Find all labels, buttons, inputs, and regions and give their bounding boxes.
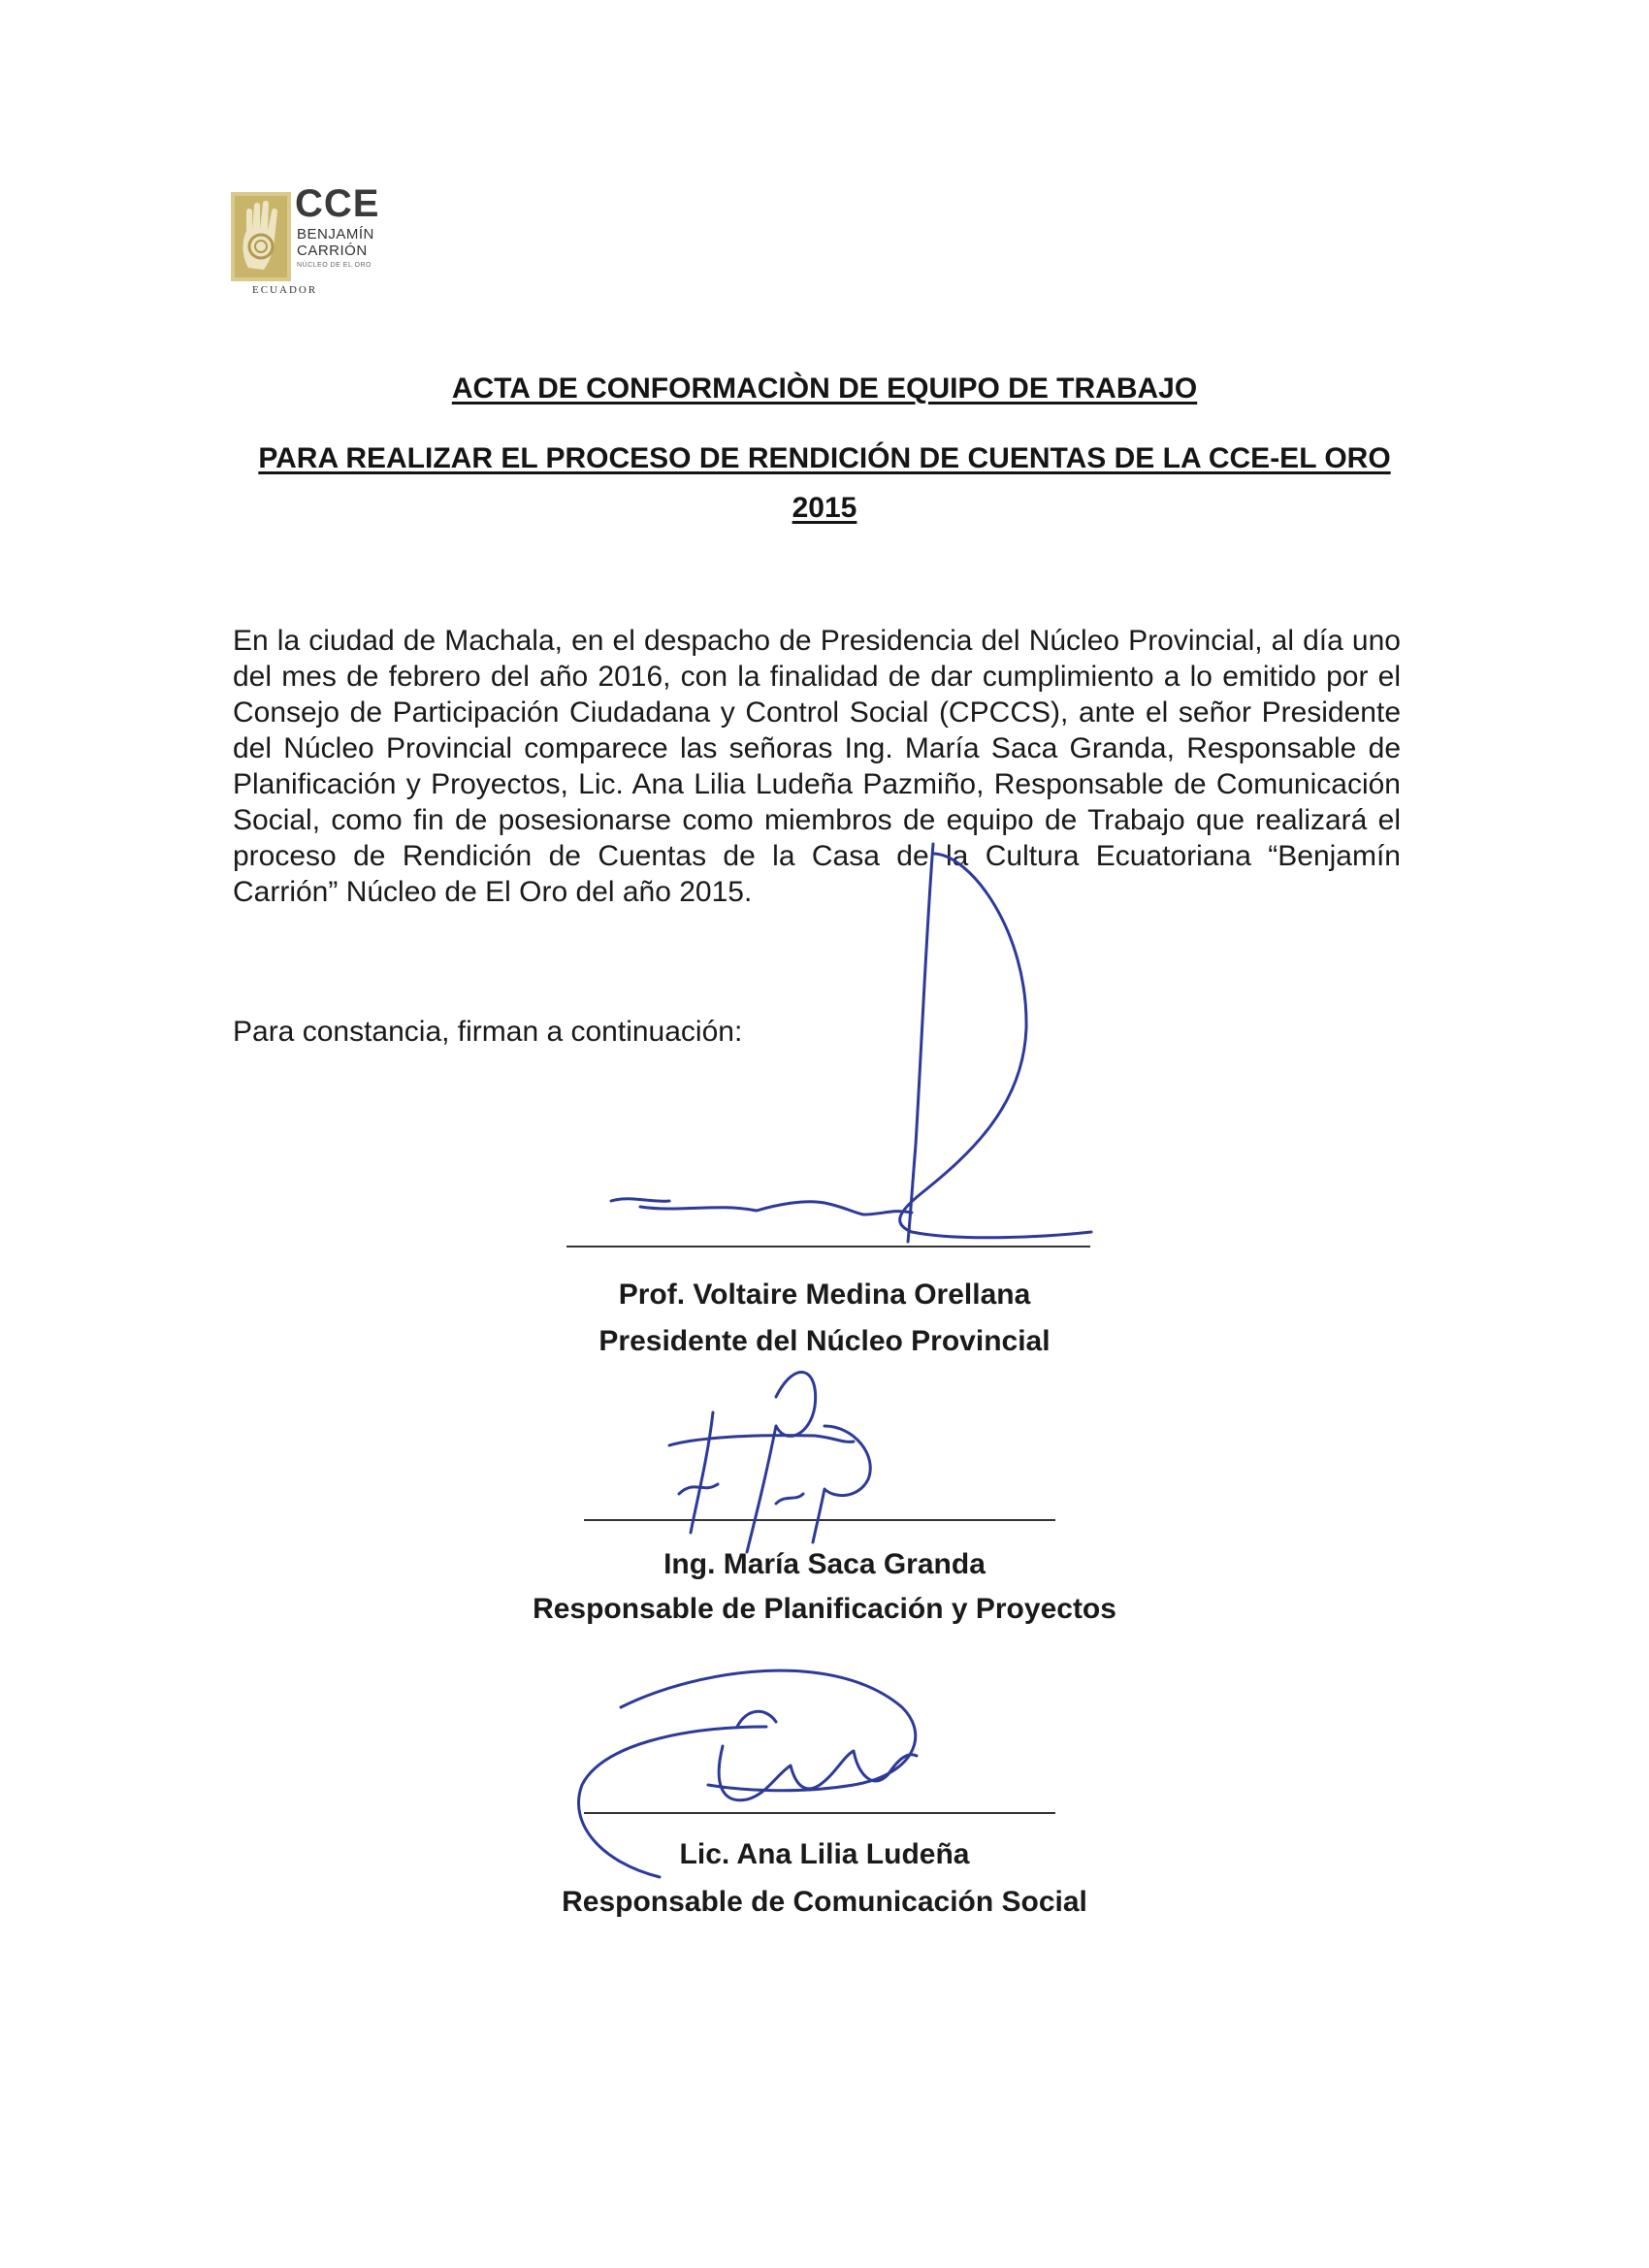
logo-line-carrion: CARRIÓN xyxy=(297,243,368,259)
signature-line-planning xyxy=(584,1519,1055,1521)
closing-paragraph: Para constancia, firman a continuación: xyxy=(233,1016,743,1048)
signatory-name-president: Prof. Voltaire Medina Orellana xyxy=(618,1279,1031,1311)
body-paragraph: En la ciudad de Machala, en el despacho de Presidencia del Núcleo Provincial, al día uno del mes de febrero del año 2016, con la finalidad de dar cumplimiento a lo emitido por el Consejo de Participación Ciudadana y Control Social (CPCCS), ante el señor Presidente del Núcleo Provincial comparece las señoras Ing. María Saca Granda, Responsable de Planificación y Proyectos, Lic. Ana Lilia Ludeña Pazmiño, Responsable de Comunicación Social, como fin de posesionarse como miembros de equipo de Trabajo que realizará el proceso de Rendición de Cuentas de la Casa de la Cultura Ecuatoriana “Benjamín Carrión” Núcleo de El Oro del año 2015. xyxy=(233,625,1401,908)
signature-line-communication xyxy=(584,1812,1055,1814)
signature-line-president xyxy=(566,1246,1090,1247)
signatory-name-planning: Ing. María Saca Granda xyxy=(663,1548,986,1580)
document-year: 2015 xyxy=(792,492,857,524)
document-subtitle: PARA REALIZAR EL PROCESO DE RENDICIÓN DE CUENTAS DE LA CCE-EL ORO xyxy=(258,442,1391,474)
cce-logo xyxy=(231,184,391,301)
signatory-title-communication: Responsable de Comunicación Social xyxy=(562,1886,1087,1918)
signatory-title-planning: Responsable de Planificación y Proyectos xyxy=(533,1593,1116,1625)
signatory-name-communication: Lic. Ana Lilia Ludeña xyxy=(679,1838,970,1870)
signature-planning xyxy=(669,1373,870,1552)
logo-line-benjamin: BENJAMÍN xyxy=(297,226,374,243)
logo-line-nucleo: NÚCLEO DE EL ORO xyxy=(297,262,372,269)
logo-country: ECUADOR xyxy=(252,284,318,296)
logo-acronym: CCE xyxy=(295,182,380,225)
document-title: ACTA DE CONFORMACIÒN DE EQUIPO DE TRABAJO xyxy=(451,373,1198,405)
hand-icon xyxy=(231,192,291,281)
signatory-title-president: Presidente del Núcleo Provincial xyxy=(598,1325,1051,1357)
